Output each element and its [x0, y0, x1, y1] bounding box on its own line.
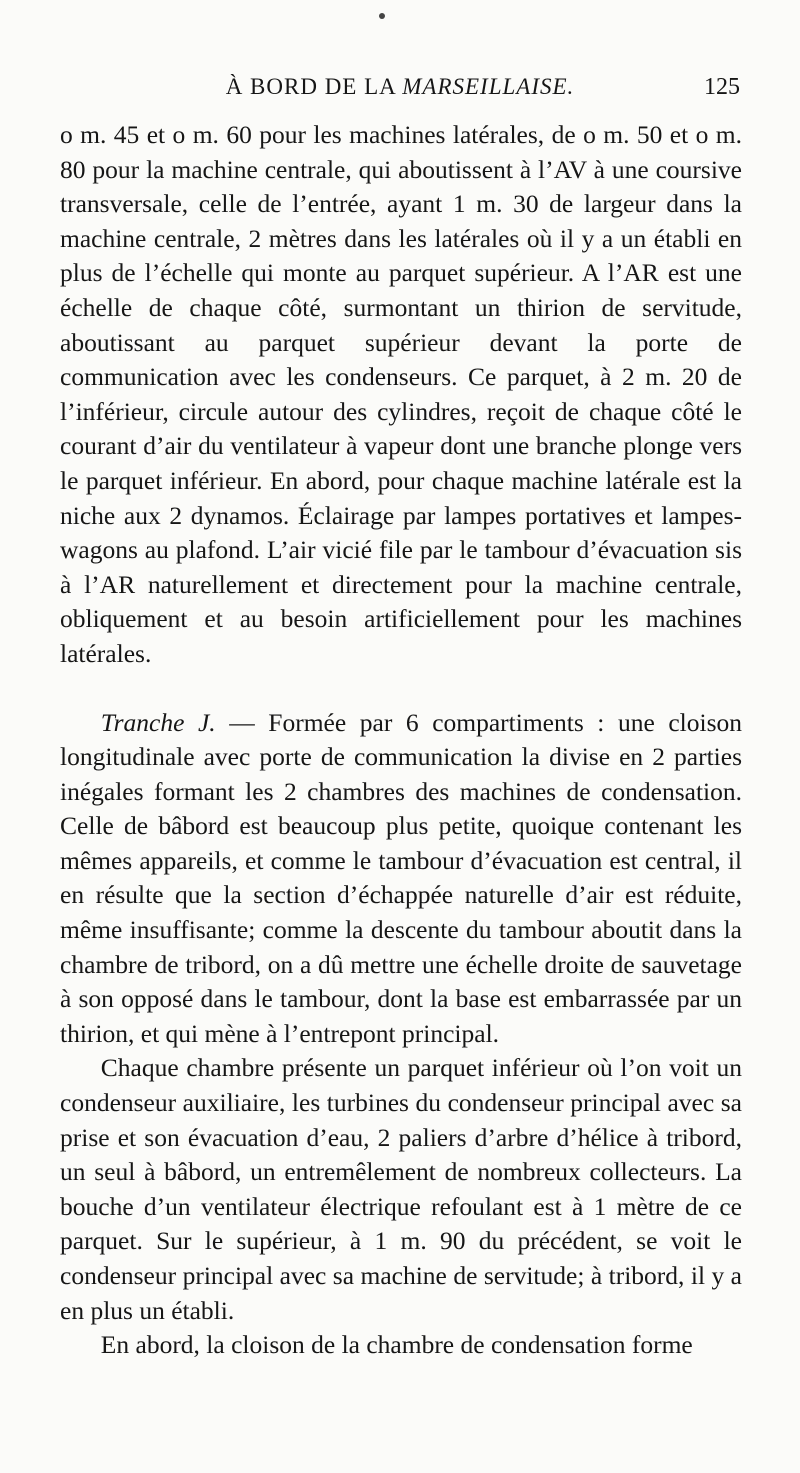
running-title — [60, 74, 740, 100]
paragraph-text: En abord, la cloison de la chambre de condensation forme — [100, 1330, 693, 1360]
paragraph-text: — Formée par 6 compartiments : une cloison longitudinale avec porte de communication la divise en 2 parties inégales formant les 2 chambres des machines de condensation. Celle de bâbord est beaucoup plus petite, quoique contenant les mêmes appareils, et comme le tambour d’évacuation est central, il en résulte que la section d’échappée naturelle d’air est réduite, même insuffisante; comme la descente du tambour aboutit dans la chambre de tribord, on a dû mettre une échelle droite de sauvetage à son opposé dans le tambour, dont la base est embarrassée par un thirion, et qui mène à l’entrepont principal. — [60, 707, 743, 1048]
page-header — [60, 74, 740, 114]
page-number: 125 — [704, 74, 740, 100]
paragraph-3 — [60, 1051, 742, 1328]
running-title-prefix: À BORD DE LA — [225, 74, 403, 99]
paragraph-4 — [60, 1328, 742, 1363]
running-title-ship-name: MARSEILLAISE. — [402, 74, 575, 99]
paragraph-text: Chaque chambre présente un parquet inférieur où l’on voit un condenseur auxiliaire, les turbines du condenseur principal avec sa prise et son évacuation d’eau, 2 paliers d’arbre d’hélice à tribord, un seul à bâbord, un entremêlement de nombreux collecteurs. La bouche d’un ventilateur électrique refoulant est à 1 mètre de ce parquet. Sur le supérieur, à 1 m. 90 du précédent, se voit le condenseur principal avec sa machine de servitude; à tribord, il y a en plus un établi. — [60, 1053, 742, 1325]
body-text — [60, 118, 742, 1363]
paragraph-2 — [60, 706, 742, 1052]
section-label-tranche-j: Tranche J. — [100, 707, 216, 737]
paragraph-1 — [60, 118, 742, 672]
print-speck — [379, 13, 385, 19]
paragraph-text: o m. 45 et o m. 60 pour les machines latérales, de o m. 50 et o m. 80 pour la machine centrale, qui aboutissent à l’AV à une coursive transversale, celle de l’entrée, ayant 1 m. 30 de largeur dans la machine centrale, 2 mètres dans les latérales où il y a un établi en plus de l’échelle qui monte au parquet supérieur. A l’AR est une échelle de chaque côté, surmontant un thirion de servitude, aboutissant au parquet supérieur devant la porte de communication avec les condenseurs. Ce parquet, à 2 m. 20 de l’inférieur, circule autour des cylindres, reçoit de chaque côté le courant d’air du ventilateur à vapeur dont une branche plonge vers le parquet inférieur. En abord, pour chaque machine latérale est la niche aux 2 dynamos. Éclairage par lampes portatives et lampes-wagons au plafond. L’air vicié file par le tambour d’évacuation sis à l’AR naturellement et directement pour la machine centrale, obliquement et au besoin artificiellement pour les machines latérales. — [60, 120, 742, 668]
